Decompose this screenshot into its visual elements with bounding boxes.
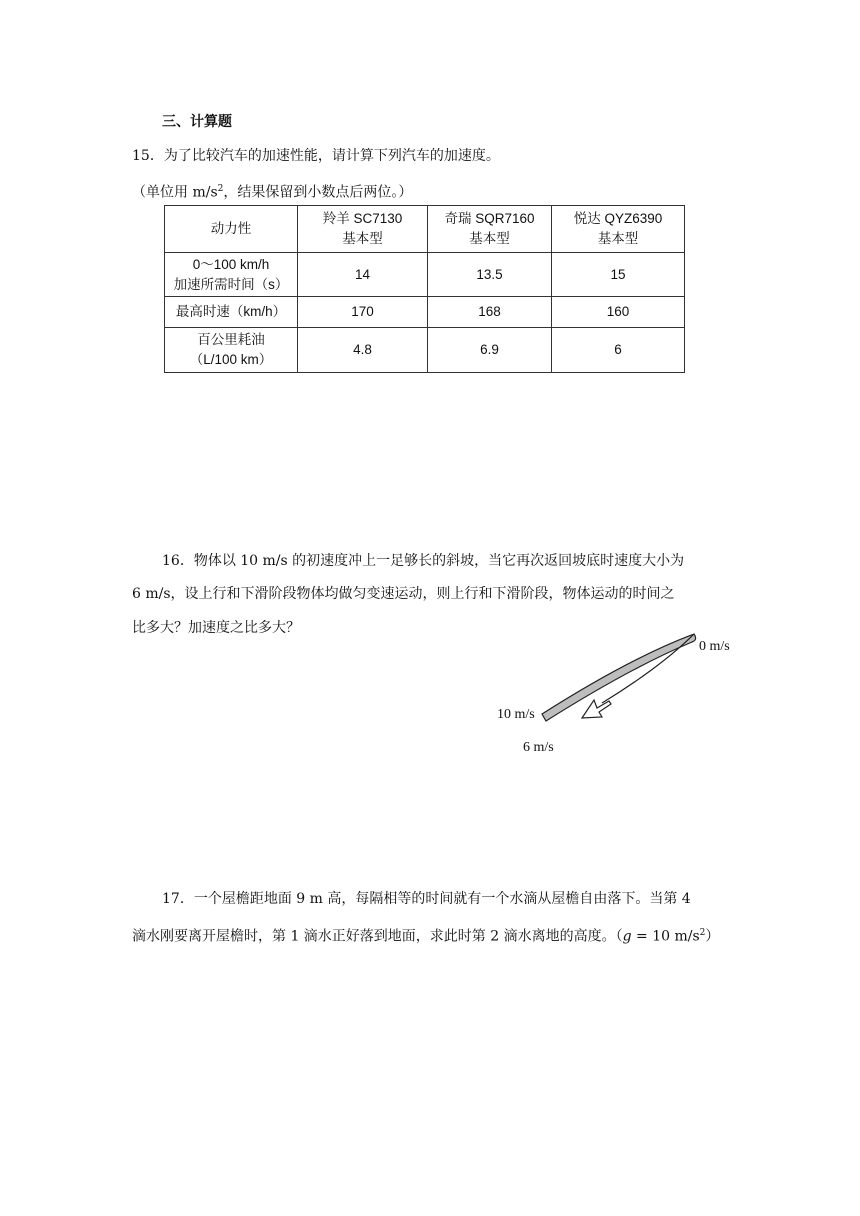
section-title: 三、计算题 xyxy=(162,114,232,130)
table-row-label: 0～100 km/h 加速所需时间（s） xyxy=(165,253,298,297)
slope-shape xyxy=(542,634,696,721)
table-cell: 14 xyxy=(298,253,428,297)
q17-text-line1: 17．一个屋檐距地面 9 m 高，每隔相等的时间就有一个水滴从屋檐自由落下。当第 4 xyxy=(162,891,691,907)
table-row xyxy=(165,253,685,297)
q16-text-line1: 16．物体以 10 m/s 的初速度冲上一足够长的斜坡，当它再次返回坡底时速度大小为 xyxy=(162,553,685,569)
q17-text-line2: 滴水刚要离开屋檐时，第 1 滴水正好落到地面，求此时第 2 滴水离地的高度。（g = 10 $m/s^2$） xyxy=(132,928,720,945)
table-row-label: 最高时速（km/h） xyxy=(165,297,298,328)
label-top-velocity: 0 m/s xyxy=(699,639,730,654)
table-header-car: 悦达 QYZ6390 基本型 xyxy=(552,206,685,253)
table-header-car: 奇瑞 SQR7160 基本型 xyxy=(428,206,552,253)
table-row xyxy=(165,328,685,373)
q16-text-line2: 6 m/s，设上行和下滑阶段物体均做匀变速运动，则上行和下滑阶段，物体运动的时间之 xyxy=(132,586,675,602)
table-cell: 15 xyxy=(552,253,685,297)
q15-note: （单位用 $m/s^2$，结果保留到小数点后两位。） xyxy=(132,184,413,201)
table-cell: 6 xyxy=(552,328,685,373)
table-header-label: 动力性 xyxy=(165,206,298,253)
table-cell: 160 xyxy=(552,297,685,328)
table-header-car: 羚羊 SC7130 基本型 xyxy=(298,206,428,253)
car-spec-table xyxy=(164,205,685,373)
table-cell: 13.5 xyxy=(428,253,552,297)
label-end-velocity: 6 m/s xyxy=(523,740,554,755)
slope-diagram xyxy=(490,628,750,763)
table-cell: 170 xyxy=(298,297,428,328)
arrow-head-icon xyxy=(582,700,611,718)
table-cell: 4.8 xyxy=(298,328,428,373)
table-row-label: 百公里耗油 （L/100 km） xyxy=(165,328,298,373)
q15-text: 15．为了比较汽车的加速性能，请计算下列汽车的加速度。 xyxy=(132,148,500,164)
label-start-velocity: 10 m/s xyxy=(497,707,535,722)
q16-text-line3: 比多大？加速度之比多大？ xyxy=(132,620,300,636)
table-header-row xyxy=(165,206,685,253)
table-row xyxy=(165,297,685,328)
table-cell: 168 xyxy=(428,297,552,328)
table-cell: 6.9 xyxy=(428,328,552,373)
